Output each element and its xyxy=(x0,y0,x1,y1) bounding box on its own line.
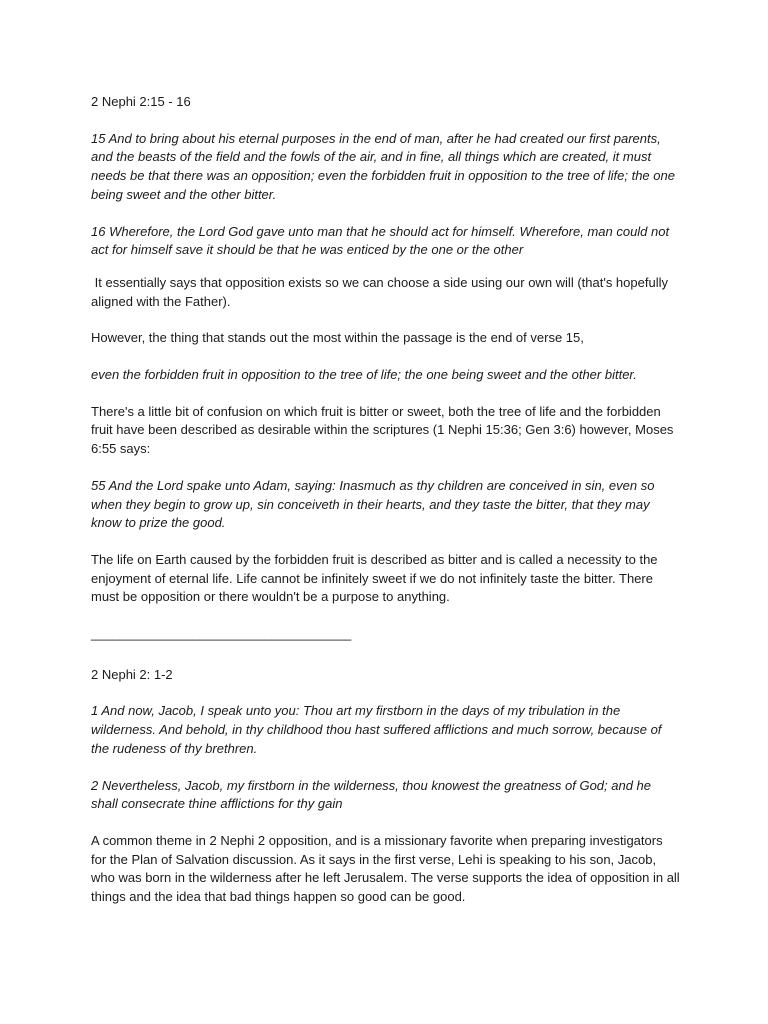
verse-15-quote: even the forbidden fruit in opposition to the tree of life; the one being sweet and the other bitter. xyxy=(91,367,637,383)
moses-6-55-verse: 55 And the Lord spake unto Adam, saying: Inasmuch as thy children are conceived in sin, even so when they begin to grow up, sin conceiveth in their hearts, and they taste the bitter, that they may know to prize the good. xyxy=(91,477,659,531)
commentary-paragraph-4: The life on Earth caused by the forbidden fruit is described as bitter and is called a necessity to the enjoyment of eternal life. Life cannot be infinitely sweet if we do not infinitely taste the bitter. There must be opposition or there wouldn't be a purpose to anything. xyxy=(91,551,662,605)
commentary-paragraph-5: A common theme in 2 Nephi 2 opposition, and is a missionary favorite when preparing investigators for the Plan of Salvation discussion. As it says in the first verse, Lehi is speaking to his son, Jacob, who was born in the wilderness after he left Jerusalem. The verse supports the idea of opposition in all things and the idea that bad things happen so good can be good. xyxy=(91,832,684,905)
verse-1: 1 And now, Jacob, I speak unto you: Thou art my firstborn in the days of my tribulation in the wilderness. And behold, in thy childhood thou hast suffered afflictions and much sorrow, because of the rudeness of thy brethren. xyxy=(91,703,666,756)
section2-heading: 2 Nephi 2: 1-2 xyxy=(91,666,173,682)
section1-heading: 2 Nephi 2:15 - 16 xyxy=(91,94,191,109)
commentary-paragraph-2: However, the thing that stands out the most within the passage is the end of verse 15, xyxy=(91,330,584,346)
document-page xyxy=(91,93,684,925)
commentary-paragraph-1: It essentially says that opposition exists so we can choose a side using our own will (that's hopefully aligned with the Father). xyxy=(91,274,672,309)
section-separator: ____________________________________ xyxy=(91,626,352,642)
verse-16: 16 Wherefore, the Lord God gave unto man that he should act for himself. Wherefore, man could not act for himself save it should be that he was enticed by the one or the other xyxy=(91,223,673,258)
commentary-paragraph-3: There's a little bit of confusion on which fruit is bitter or sweet, both the tree of life and the forbidden fruit have been described as desirable within the scriptures (1 Nephi 15:36; Gen 3:6) however, Moses 6:55 says: xyxy=(91,403,678,457)
verse-2: 2 Nevertheless, Jacob, my firstborn in the wilderness, thou knowest the greatness of God; and he shall consecrate thine afflictions for thy gain xyxy=(91,777,655,812)
verse-15: 15 And to bring about his eternal purposes in the end of man, after he had created our first parents, and the beasts of the field and the fowls of the air, and in fine, all things which are created, it must needs be that there was an opposition; even the forbidden fruit in opposition to the tree of life; the one being sweet and the other bitter. xyxy=(91,130,679,202)
